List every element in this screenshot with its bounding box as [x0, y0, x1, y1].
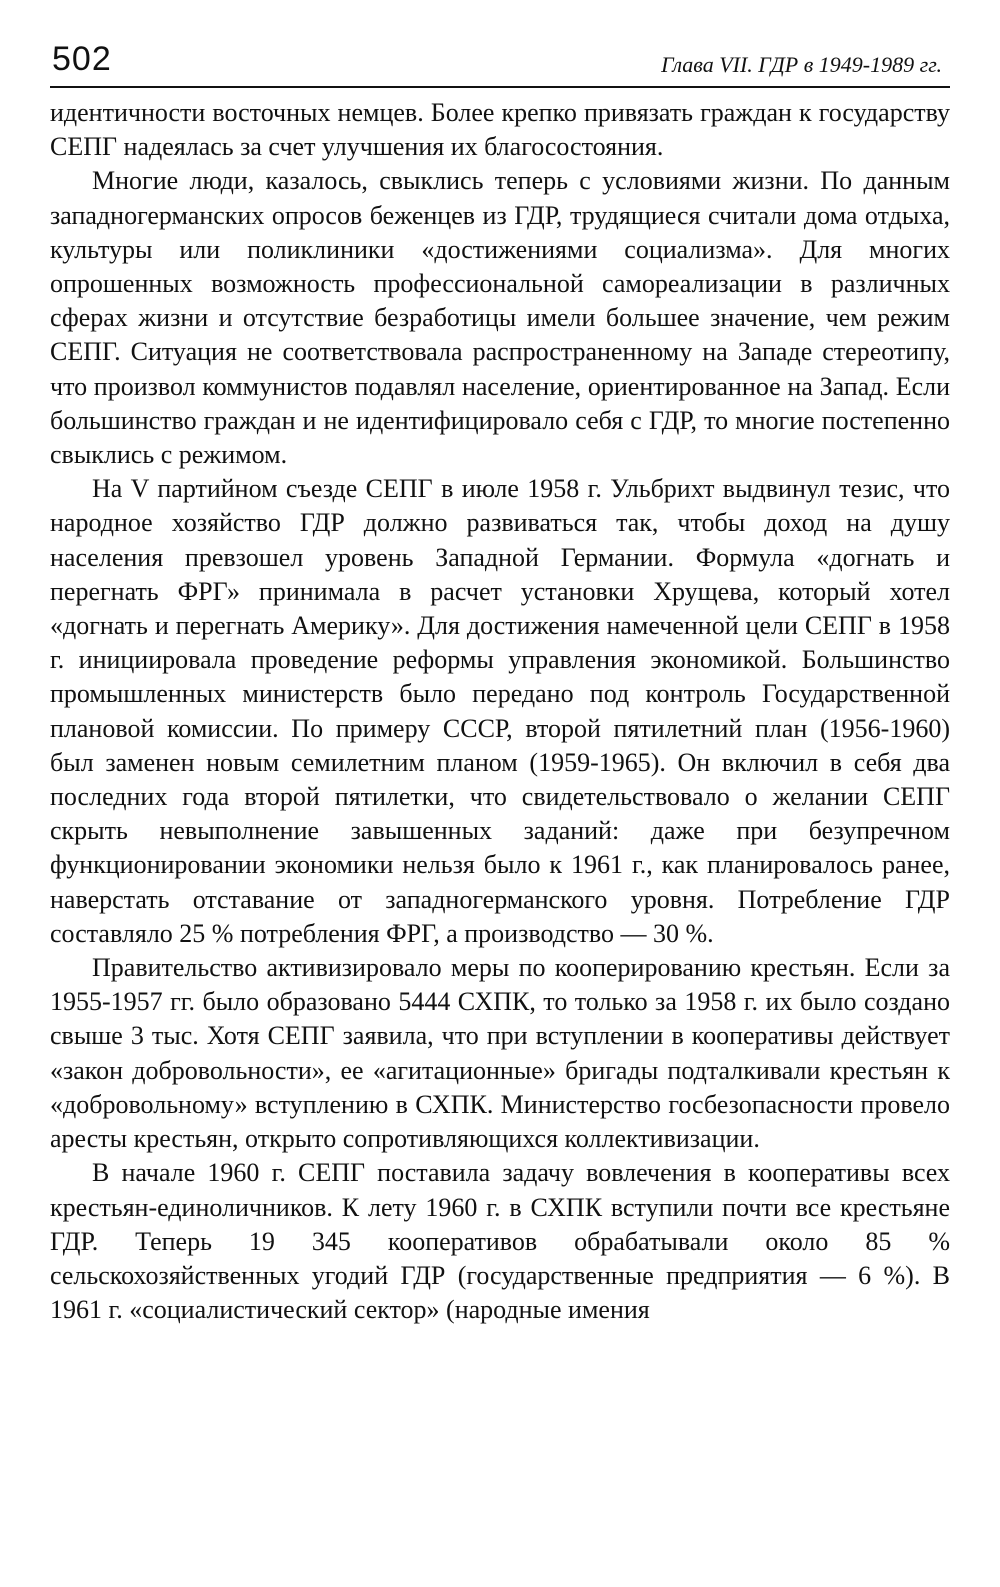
- page-number: 502: [52, 40, 112, 78]
- page-header: [50, 30, 950, 88]
- book-page: [50, 30, 950, 1560]
- body-text: [50, 96, 950, 1327]
- paragraph: На V партийном съезде СЕПГ в июле 1958 г. Ульбрихт выдвинул тезис, что народное хозяйство ГДР должно развиваться так, чтобы доход на душу населения превзошел уровень Западной Германии. Формула «догнать и перегнать ФРГ» принимала в расчет установки Хрущева, который хотел «догнать и перегнать Америку». Для достижения намеченной цели СЕПГ в 1958 г. инициировала проведение реформы управления экономикой. Большинство промышленных министерств было передано под контроль Государственной плановой комиссии. По примеру СССР, второй пятилетний план (1956-1960) был заменен новым семилетним планом (1959-1965). Он включил в себя два последних года второй пятилетки, что свидетельствовало о желании СЕПГ скрыть невыполнение завышенных заданий: даже при безупречном функционировании экономики нельзя было к 1961 г., как планировалось ранее, наверстать отставание от западногерманского уровня. Потребление ГДР составляло 25 % потребления ФРГ, а производство — 30 %.: [50, 474, 950, 948]
- paragraph: В начале 1960 г. СЕПГ поставила задачу вовлечения в кооперативы всех крестьян-единоличников. К лету 1960 г. в СХПК вступили почти все крестьяне ГДР. Теперь 19 345 кооперативов обрабатывали около 85 % сельскохозяйственных угодий ГДР (государственные предприятия — 6 %). В 1961 г. «социалистический сектор» (народные имения: [50, 1158, 950, 1325]
- paragraph-continued: идентичности восточных немцев. Более крепко привязать граждан к государству СЕПГ надеялась за счет улучшения их благосостояния.: [50, 98, 950, 162]
- paragraph: Правительство активизировало меры по кооперированию крестьян. Если за 1955-1957 гг. было образовано 5444 СХПК, то только за 1958 г. их было создано свыше 3 тыс. Хотя СЕПГ заявила, что при вступлении в кооперативы действует «закон добровольности», ее «агитационные» бригады подталкивали крестьян к «добровольному» вступлению в СХПК. Министерство госбезопасности провело аресты крестьян, открыто сопротивляющихся коллективизации.: [50, 953, 950, 1154]
- paragraph: Многие люди, казалось, свыклись теперь с условиями жизни. По данным западногерманских опросов беженцев из ГДР, трудящиеся считали дома отдыха, культуры или поликлиники «достижениями социализма». Для многих опрошенных возможность профессиональной самореализации в различных сферах жизни и отсутствие безработицы имели большее значение, чем режим СЕПГ. Ситуация не соответствовала распространенному на Западе стереотипу, что произвол коммунистов подавлял население, ориентированное на Запад. Если большинство граждан и не идентифицировало себя с ГДР, то многие постепенно свыклись с режимом.: [50, 166, 950, 470]
- running-head: Глава VII. ГДР в 1949-1989 гг.: [661, 52, 942, 77]
